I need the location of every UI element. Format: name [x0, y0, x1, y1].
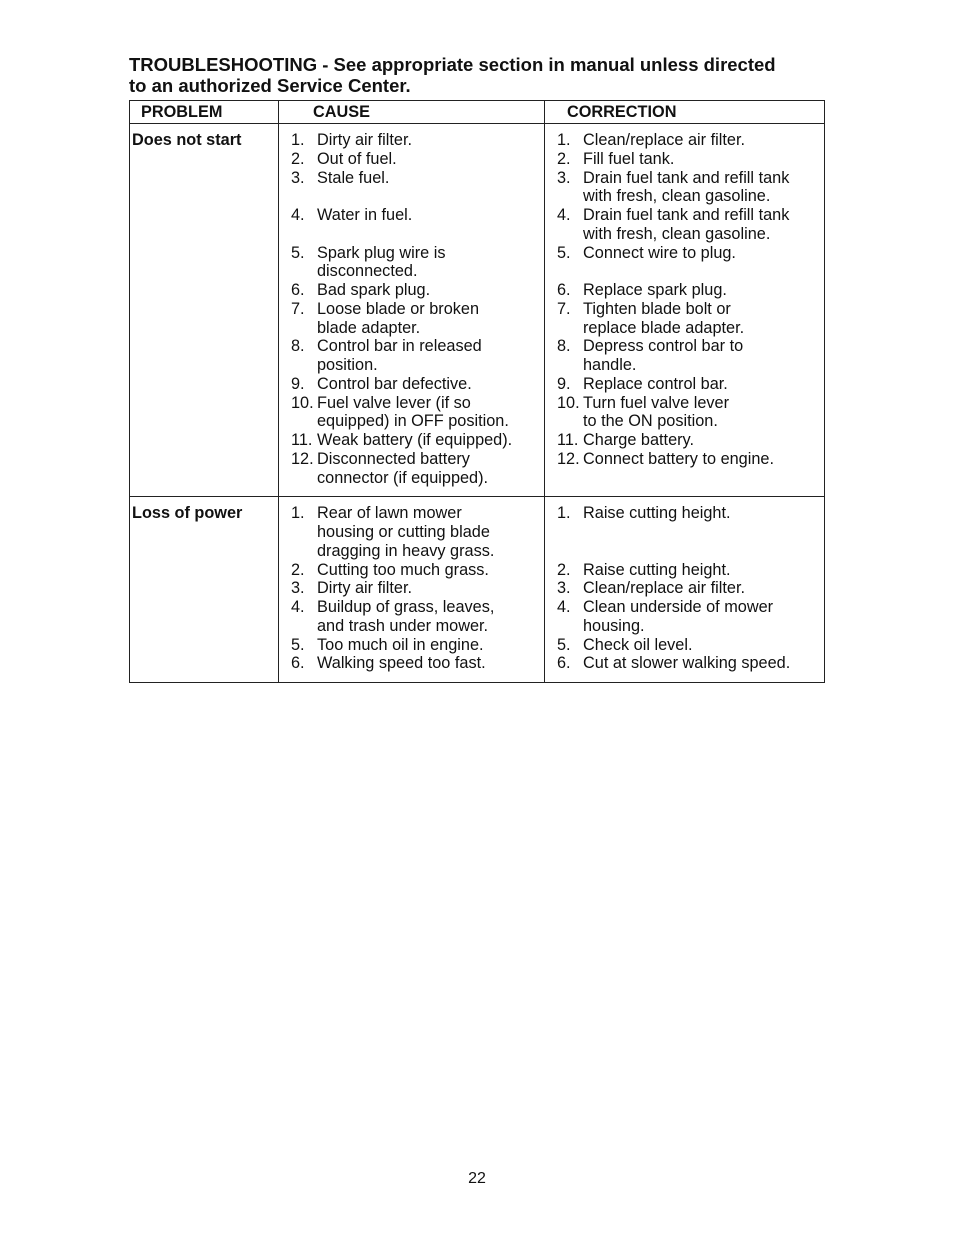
header-cause: CAUSE	[279, 101, 545, 124]
cause-item: 12. Disconnected battery connector (if equipped).	[291, 449, 489, 487]
table-row	[130, 497, 825, 683]
cause-item: 1. Rear of lawn mower housing or cutting blade dragging in heavy grass.	[291, 504, 495, 560]
correction-item: 2. Fill fuel tank.	[557, 149, 675, 168]
problem-cell: Loss of power	[130, 497, 279, 683]
correction-item: 10. Turn fuel valve lever to the ON position.	[557, 393, 729, 431]
heading-line-1: TROUBLESHOOTING - See appropriate section in manual unless directed	[129, 54, 776, 75]
cause-item: 6. Walking speed too fast.	[291, 654, 486, 673]
cause-item: 2. Cutting too much grass.	[291, 560, 489, 579]
correction-item: 7. Tighten blade bolt or replace blade adapter.	[557, 299, 745, 337]
correction-item: 12. Connect battery to engine.	[557, 449, 774, 468]
cause-item: 5. Too much oil in engine.	[291, 635, 484, 654]
cause-item: 1. Dirty air filter.	[291, 131, 412, 149]
spacer	[557, 542, 820, 561]
correction-item: 3. Drain fuel tank and refill tank with fresh, clean gasoline.	[557, 168, 790, 206]
cause-item: 11. Weak battery (if equipped).	[291, 431, 513, 449]
cause-item: 4. Buildup of grass, leaves, and trash under mower.	[291, 598, 495, 635]
table-row	[130, 124, 825, 497]
correction-item: 4. Clean underside of mower housing.	[557, 598, 774, 635]
cause-item: 8. Control bar in released position.	[291, 337, 482, 374]
correction-cell	[545, 497, 825, 683]
correction-item: 11. Charge battery.	[557, 431, 695, 449]
cause-item: 9. Control bar defective.	[291, 374, 472, 393]
spacer	[291, 225, 540, 244]
correction-item: 2. Raise cutting height.	[557, 560, 731, 579]
correction-item: 6. Replace spark plug.	[557, 281, 727, 299]
spacer	[557, 262, 820, 281]
correction-item: 4. Drain fuel tank and refill tank with fresh, clean gasoline.	[557, 206, 790, 243]
correction-item: 6. Cut at slower walking speed.	[557, 654, 791, 673]
correction-item: 1. Raise cutting height.	[557, 504, 731, 523]
header-problem: PROBLEM	[130, 101, 279, 124]
spacer	[291, 187, 540, 206]
correction-item: 1. Clean/replace air filter.	[557, 131, 745, 149]
correction-cell	[545, 124, 825, 497]
cause-item: 6. Bad spark plug.	[291, 281, 431, 299]
cause-item: 7. Loose blade or broken blade adapter.	[291, 299, 480, 337]
problem-cell: Does not start	[130, 124, 279, 497]
correction-item: 3. Clean/replace air filter.	[557, 579, 745, 598]
cause-cell	[279, 497, 545, 683]
cause-item: 3. Dirty air filter.	[291, 579, 412, 598]
page-number: 22	[468, 1170, 486, 1187]
table-header-row	[130, 101, 825, 124]
correction-item: 9. Replace control bar.	[557, 374, 728, 393]
cause-item: 4. Water in fuel.	[291, 206, 413, 224]
cause-item: 5. Spark plug wire is disconnected.	[291, 243, 446, 281]
cause-item: 2. Out of fuel.	[291, 149, 397, 168]
correction-item: 5. Check oil level.	[557, 635, 693, 654]
correction-item: 8. Depress control bar to handle.	[557, 337, 744, 374]
spacer	[557, 523, 820, 542]
troubleshooting-table	[129, 100, 825, 683]
heading-line-2: to an authorized Service Center.	[129, 75, 411, 96]
troubleshooting-heading	[129, 54, 829, 96]
cause-cell	[279, 124, 545, 497]
correction-item: 5. Connect wire to plug.	[557, 243, 736, 262]
cause-item: 3. Stale fuel.	[291, 168, 390, 187]
cause-item: 10. Fuel valve lever (if so equipped) in OFF position.	[291, 393, 509, 431]
header-correction: CORRECTION	[545, 101, 825, 124]
